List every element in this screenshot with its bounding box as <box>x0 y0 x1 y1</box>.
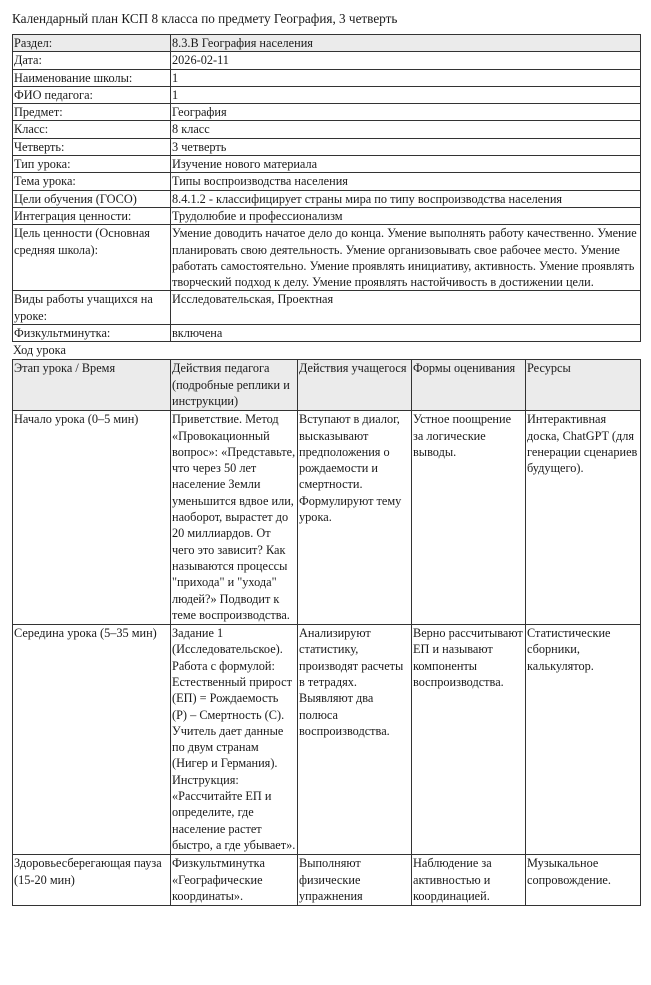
info-label: Интеграция ценности: <box>13 207 171 224</box>
lesson-row <box>13 625 641 855</box>
info-value: Исследовательская, Проектная <box>171 291 641 325</box>
info-label: Раздел: <box>13 35 171 52</box>
info-label: Цели обучения (ГОСО) <box>13 190 171 207</box>
lesson-row <box>13 411 641 625</box>
info-value: 8 класс <box>171 121 641 138</box>
lesson-cell-teacher: Задание 1 (Исследовательское). Работа с формулой: Естественный прирост (ЕП) = Рождаемость (Р) – Смертность (С). Учитель дает данные по двум странам (Нигер и Германия). Инструкция: «Рассчитайте ЕП и определите, где население растет быстро, а где убывает». <box>171 625 298 855</box>
info-row <box>13 52 641 69</box>
header-resources: Ресурсы <box>526 360 641 411</box>
lesson-cell-student: Выполняют физические упражнения <box>298 855 412 906</box>
info-label: Класс: <box>13 121 171 138</box>
lesson-cell-resources: Интерактивная доска, ChatGPT (для генерации сценариев будущего). <box>526 411 641 625</box>
lesson-row <box>13 855 641 906</box>
info-label: ФИО педагога: <box>13 86 171 103</box>
header-student: Действия учащегося <box>298 360 412 411</box>
info-row <box>13 86 641 103</box>
lesson-header-row <box>13 360 641 411</box>
lesson-cell-assessment: Устное поощрение за логические выводы. <box>412 411 526 625</box>
info-table <box>12 34 641 342</box>
info-row <box>13 173 641 190</box>
lesson-cell-resources: Музыкальное сопровождение. <box>526 855 641 906</box>
info-row <box>13 138 641 155</box>
info-value: включена <box>171 325 641 342</box>
info-label: Предмет: <box>13 104 171 121</box>
lesson-table <box>12 359 641 906</box>
info-row <box>13 207 641 224</box>
info-value: Трудолюбие и профессионализм <box>171 207 641 224</box>
info-value: 8.3.В География населения <box>171 35 641 52</box>
info-value: Изучение нового материала <box>171 156 641 173</box>
info-label: Физкультминутка: <box>13 325 171 342</box>
lesson-cell-student: Анализируют статистику, производят расчеты в тетрадях. Выявляют два полюса воспроизводства. <box>298 625 412 855</box>
info-row <box>13 35 641 52</box>
lesson-cell-assessment: Верно рассчитывают ЕП и называют компоненты воспроизводства. <box>412 625 526 855</box>
info-label: Дата: <box>13 52 171 69</box>
header-teacher: Действия педагога (подробные реплики и инструкции) <box>171 360 298 411</box>
lesson-cell-teacher: Приветствие. Метод «Провокационный вопрос»: «Представьте, что через 50 лет население Земли уменьшится вдвое или, наоборот, вырастет до 20 миллиардов. От чего это зависит? Как называются процессы "прихода" и "ухода" людей?» Подводит к теме воспроизводства. <box>171 411 298 625</box>
lesson-cell-teacher: Физкультминутка «Географические координаты». <box>171 855 298 906</box>
info-label: Тема урока: <box>13 173 171 190</box>
info-value: Умение доводить начатое дело до конца. Умение выполнять работу качественно. Умение планировать свою деятельность. Умение организовывать свое рабочее место. Умение работать самостоятельно. Умение проявлять инициативу, активность. Умение проявлять творческий подход к делу. Умение проявлять настойчивость в достижении цели. <box>171 225 641 291</box>
info-row <box>13 291 641 325</box>
lesson-cell-stage: Середина урока (5–35 мин) <box>13 625 171 855</box>
header-stage: Этап урока / Время <box>13 360 171 411</box>
lesson-cell-resources: Статистические сборники, калькулятор. <box>526 625 641 855</box>
info-row <box>13 156 641 173</box>
info-value: География <box>171 104 641 121</box>
info-row <box>13 325 641 342</box>
lesson-section-label: Ход урока <box>13 343 66 358</box>
info-value: Типы воспроизводства населения <box>171 173 641 190</box>
info-label: Тип урока: <box>13 156 171 173</box>
header-assessment: Формы оценивания <box>412 360 526 411</box>
document-page <box>12 10 640 906</box>
info-row <box>13 121 641 138</box>
info-label: Четверть: <box>13 138 171 155</box>
info-label: Виды работы учащихся на уроке: <box>13 291 171 325</box>
info-value: 1 <box>171 86 641 103</box>
info-row <box>13 225 641 291</box>
lesson-cell-assessment: Наблюдение за активностью и координацией. <box>412 855 526 906</box>
info-row <box>13 190 641 207</box>
info-row <box>13 69 641 86</box>
lesson-cell-stage: Здоровьесберегающая пауза (15-20 мин) <box>13 855 171 906</box>
info-value: 3 четверть <box>171 138 641 155</box>
info-label: Наименование школы: <box>13 69 171 86</box>
info-value: 2026-02-11 <box>171 52 641 69</box>
info-label: Цель ценности (Основная средняя школа): <box>13 225 171 291</box>
lesson-cell-student: Вступают в диалог, высказывают предположения о рождаемости и смертности. Формулируют тему урока. <box>298 411 412 625</box>
info-value: 8.4.1.2 - классифицирует страны мира по типу воспроизводства населения <box>171 190 641 207</box>
info-value: 1 <box>171 69 641 86</box>
lesson-cell-stage: Начало урока (0–5 мин) <box>13 411 171 625</box>
page-title: Календарный план КСП 8 класса по предмету География, 3 четверть <box>12 11 398 26</box>
info-row <box>13 104 641 121</box>
